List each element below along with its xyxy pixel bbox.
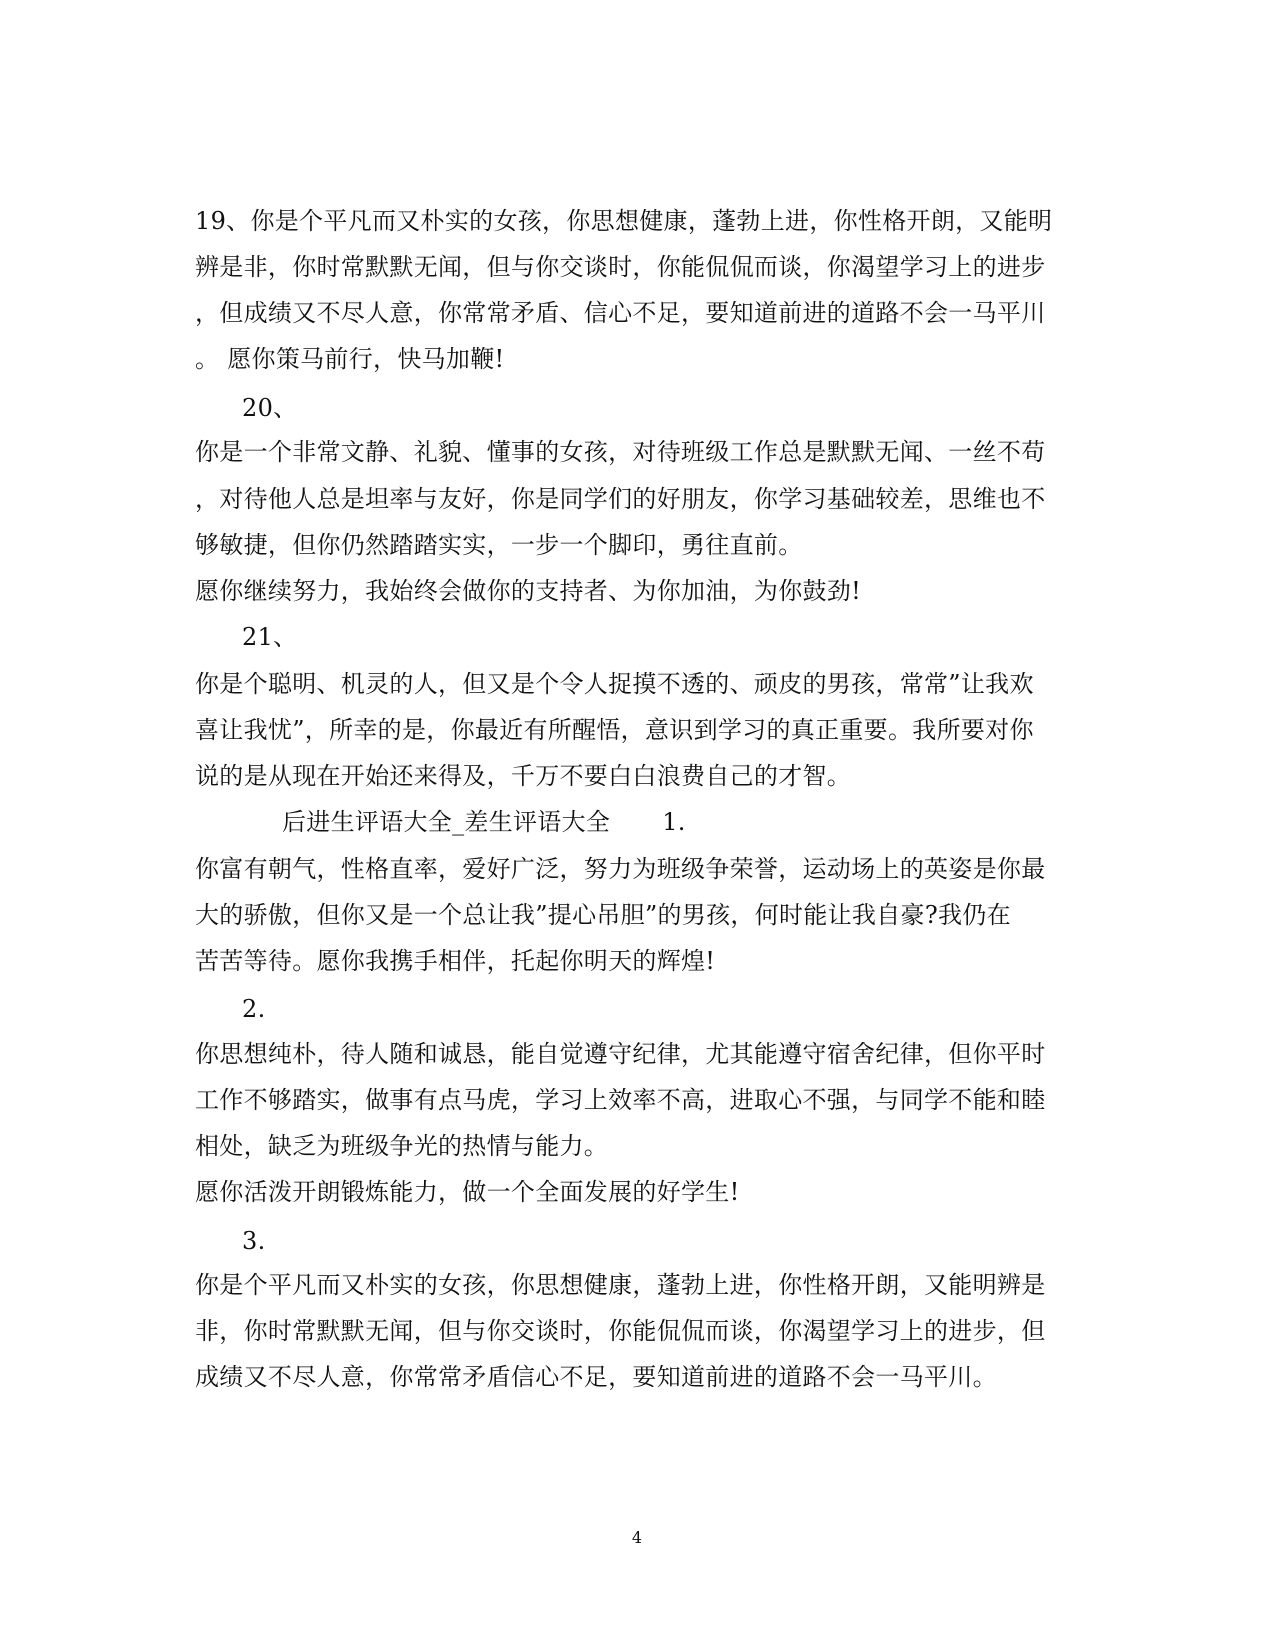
text-line: 说的是从现在开始还来得及，千万不要白白浪费自己的才智。: [195, 762, 852, 790]
text-line: 你是个平凡而又朴实的女孩，你思想健康，蓬勃上进，你性格开朗，又能明辨是: [195, 1271, 1046, 1299]
item-number: 2.: [242, 995, 266, 1023]
text-line: 喜让我忧”，所幸的是，你最近有所醒悟，意识到学习的真正重要。我所要对你: [195, 716, 1034, 744]
text-line: ，但成绩又不尽人意，你常常矛盾、信心不足，要知道前进的道路不会一马平川: [195, 299, 1046, 327]
section-heading: [282, 807, 1172, 837]
text-line: 你是一个非常文静、礼貌、懂事的女孩，对待班级工作总是默默无闻、一丝不苟: [195, 438, 1046, 466]
text-line: 非，你时常默默无闻，但与你交谈时，你能侃侃而谈，你渴望学习上的进步，但: [195, 1317, 1046, 1345]
item-number: 1.: [662, 808, 686, 836]
text-line: 相处，缺乏为班级争光的热情与能力。: [195, 1132, 609, 1160]
text-line: 19、你是个平凡而又朴实的女孩，你思想健康，蓬勃上进，你性格开朗，又能明: [195, 207, 1053, 235]
item-number: 3.: [242, 1227, 266, 1255]
text-line: 成绩又不尽人意，你常常矛盾信心不足，要知道前进的道路不会一马平川。: [195, 1363, 997, 1391]
text-line: 大的骄傲，但你又是一个总让我”提心吊胆”的男孩，何时能让我自豪?我仍在: [195, 901, 1011, 929]
text-line: 工作不够踏实，做事有点马虎，学习上效率不高，进取心不强，与同学不能和睦: [195, 1086, 1046, 1114]
section-heading-text: 后进生评语大全_差生评语大全: [282, 808, 611, 836]
item-number: 20、: [242, 394, 298, 422]
text-line: 你富有朝气，性格直率，爱好广泛，努力为班级争荣誉，运动场上的英姿是你最: [195, 855, 1046, 883]
text-line: 。 愿你策马前行，快马加鞭!: [195, 345, 505, 373]
page-number: 4: [631, 1528, 643, 1547]
text-line: 你思想纯朴，待人随和诚恳，能自觉遵守纪律，尤其能遵守宿舍纪律，但你平时: [195, 1040, 1046, 1068]
text-line: 够敏捷，但你仍然踏踏实实，一步一个脚印，勇往直前。: [195, 531, 803, 559]
text-line: 辨是非，你时常默默无闻，但与你交谈时，你能侃侃而谈，你渴望学习上的进步: [195, 253, 1046, 281]
text-line: 你是个聪明、机灵的人，但又是个令人捉摸不透的、顽皮的男孩，常常”让我欢: [195, 670, 1034, 698]
text-line: ，对待他人总是坦率与友好，你是同学们的好朋友，你学习基础较差，思维也不: [195, 485, 1046, 513]
item-number: 21、: [242, 623, 298, 651]
text-line: 愿你活泼开朗锻炼能力，做一个全面发展的好学生!: [195, 1178, 740, 1206]
text-line: 愿你继续努力，我始终会做你的支持者、为你加油，为你鼓劲!: [195, 577, 862, 605]
text-line: 苦苦等待。愿你我携手相伴，托起你明天的辉煌!: [195, 947, 716, 975]
